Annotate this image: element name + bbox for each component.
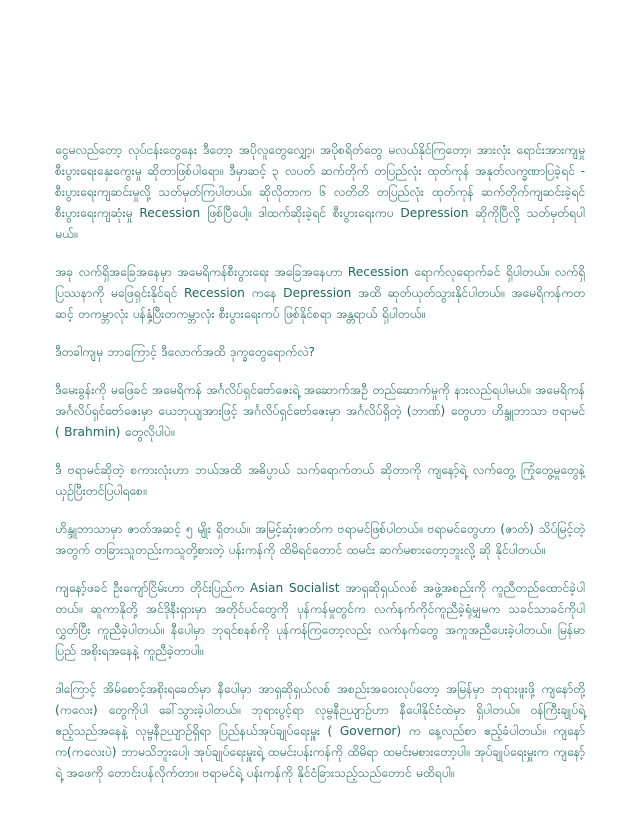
paragraph-5: ဒီ ဗရာမင်ဆိုတဲ့ စကားလုံးဟာ ဘယ်အထိ အဓိပ္ပာယ် သက်ရောက်တယ် ဆိုတာကို ကျနော့်ရဲ့ လက်တွေ့ ကြုံတွေ့မှုတွေနဲ့ ယှဉ်ပြီးတင်ပြပါရစေ။ [55,463,585,498]
paragraph-2: အခု လက်ရှိအခြေအနေမှာ အမေရိကန်စီးပွားရေး အခြေအနေဟာ Recession ရောက်လုရောက်ခင် ရှိပါတယ်။ လက်ရှိ ပြဿနာကို မဖြေရှင်းနိုင်ရင် Recession ကနေ Depression အထိ ဆုတ်ယုတ်သွားနိုင်ပါတယ်။ အမေရိကန်ကတဆင့် တကမ္ဘာလုံး ပန်နှံ့ပြီးတကမ္ဘာလုံး စီးပွားရေးကပ် ဖြစ်နိုင်စရာ အန္တရာယ် ရှိပါတယ်။ [55,265,585,321]
paragraph-4: ဒီမေးခွန်းကို မဖြေခင် အမေရိကန် အင်္ဂလိပ်ရှင်ဗော်ဇေးရဲ့ အဆောက်အဦ တည်ဆောက်မှုကို နားလည်ရပါမယ်။ အမေရိကန် အင်္ဂလိပ်ရှင်ဗော်ဇေးမှာ ယေဘုယျအားဖြင့် အင်္ဂလိပ်ရှင်ဗော်ဇေးမှာ အင်္ဂလိပ်ရှိတဲ့ (ဘာဏ်) တွေဟာ ဟိန္ဒူဘာသာ ဗရာမင် ( Brahmin) တွေလိုပါပဲ။ [55,383,585,439]
paragraph-8: ဒါကြောင့် အိမ်စောင့်အစိုးရခေတ်မှာ နီပေါမှာ အာရှဆိုရှယ်လစ် အစည်းအဝေးလုပ်တော့ အမြန်မှာ ဘုရားဖူးဖို့ ကျနော်တို့ (ကလေး) တွေကိုပါ ခေါ်သွားခဲ့ပါတယ်။ ဘုရားပွင့်ရာ လုမ္ဗနီဉယျာဉ်ဟာ နီပေါနိုင်ငံထဲမှာ ရှိပါတယ်။ ဝန်ကြီးချုပ်ရဲ့ ဧည့်သည်အနေနဲ့ လုမ္ဗနီဉယျာဉ်ရှိရာ ပြည်နယ်အုပ်ချုပ်ရေးမှူး ( Governor) က နေ့လည်စာ ဧည့်ခံပါတယ်။ ကျနော်က(ကလေးပဲ) ဘာမသိဘူးပေါ့၊ အုပ်ချုပ်ရေးမှူးရဲ့ ထမင်းပန်းကန်ကို ထိမိရာ ထမင်းမစားတော့ပါ။ အုပ်ချုပ်ရေးမှူးက ကျနော့်ရဲ့ အဖေကို တောင်းပန်လိုက်တာ။ ဗရာမင်ရဲ့ ပန်းကန်ကို နိုင်ငံခြားသည့်သည်တောင် မထိရပါ။ [55,682,585,780]
document-page [55,140,585,801]
paragraph-7: ကျနော့်ဖခင် ဦးကျော်ငြိမ်းဟာ တိုင်းပြည်က Asian Socialist အာရှဆိုရှယ်လစ် အဖွဲ့အစည်းကို ကူညီတည်ထောင်ခဲ့ပါတယ်။ ဆူကာနိုတို့ အင်ဒိုနီးရှားမှာ အတိုင်ပင်တွေကို ပုန်ကန်မှုတွင်က လက်နက်ကိုင်ကူညီခဲ့ရုံမျှမက သခင်သာခင်ကိုပါ လွှတ်ပြီး ကူညီခဲ့ပါတယ်။ နီပေါမှာ ဘုရင်စနစ်ကို ပုန်ကန်ကြတော့လည်း လက်နက်တွေ အကူအညီပေးခဲ့ပါတယ်။ မြန်မာပြည် အစိုးရအနေနဲ့ ကူညီခဲ့တာပါ။ [55,581,585,658]
paragraph-6: ဟိန္ဒူဘာသာမှာ ဇာတ်အဆင့် ၅ မျိုး ရှိတယ်။ အမြင့်ဆုံးဇာတ်က ဗရာမင်ဖြစ်ပါတယ်။ ဗရာမင်တွေဟာ (ဇာတ်) သိပ်မြင့်တဲ့အတွက် တခြားသူတည်းကသူတို့စားတဲ့ ပန်းကန်ကို ထိမိရင်တောင် ထမင်း ဆက်မစားတော့ဘူးလို့ ဆို နိုင်ပါတယ်။ [55,522,585,557]
paragraph-question: ဒီတခါကျမှ ဘာကြောင့် ဒီလောက်အထိ ဒုက္ခတွေရောက်လဲ? [55,345,315,359]
paragraph-1: ငွေမလည်တော့ လုပ်ငန်းတွေနေး ဒီတော့ အပိုလူတွေလျှော့၊ အပိုစရိတ်တွေ မလယ်နိုင်ကြတော့၊ အားလုံး ရောင်းအားကျမှု စီးပွားရေးနှေးကွေးမှု ဆိုတာဖြစ်ပါရော။ ဒီမှာဆင့် ၃ လပတ် ဆက်တိုက် တပြည်လုံး ထုတ်ကုန် အနုတ်လက္ခဏာပြခဲ့ရင် - စီးပွားရေးကျဆင်းမှုလို့ သတ်မှတ်ကြပါတယ်။ ဆိုလိုတာက ၆ လတိတိ တပြည်လုံး ထုတ်ကုန် ဆက်တိုက်ကျဆင်းခဲ့ရင် စီးပွားရေးကျဆုံးမှု Recession ဖြစ်ပြီပေါ့။ ဒါထက်ဆိုးခဲ့ရင် စီးပွားရေးကပ Depression ဆိုကိုပြီလို့ သတ်မှတ်ရပါမယ်။ [55,143,585,241]
